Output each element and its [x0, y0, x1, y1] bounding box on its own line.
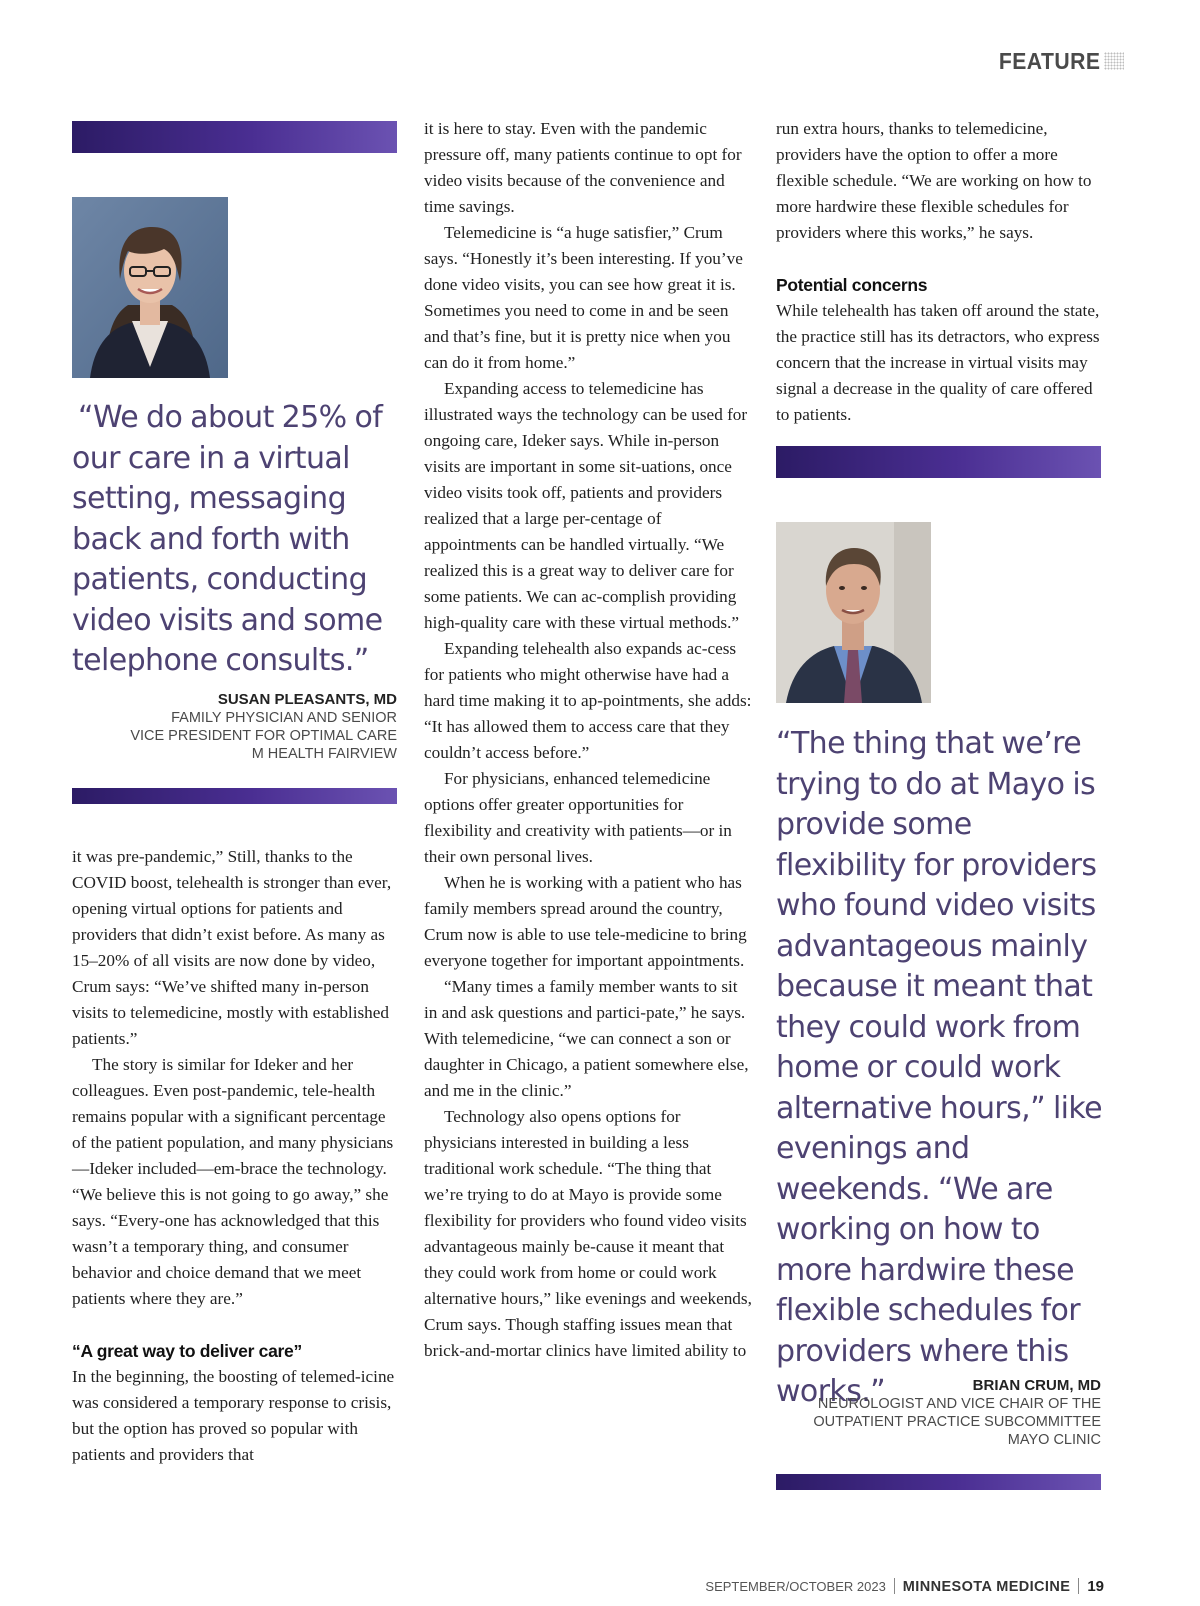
- page-number: 19: [1087, 1578, 1104, 1595]
- attribution-title-line2: OUTPATIENT PRACTICE SUBCOMMITTEE: [813, 1414, 1101, 1430]
- purple-bar-top-left: [72, 121, 397, 153]
- paragraph: it is here to stay. Even with the pandemic pressure off, many patients continue to opt for video visits because of the convenience and time savings.: [424, 119, 742, 216]
- paragraph: Expanding access to telemedicine has illustrated ways the technology can be used for ongoing care, Ideker says. While in-person visits are important in some sit-uations, once video visits took off, patients and providers realized that a large per-centage of appointments can be handled virtually. “We realized this is a great way to deliver care for some patients. We can ac-complish providing high-quality care with these virtual methods.”: [424, 379, 748, 632]
- photo-brian-crum: [776, 522, 931, 703]
- attribution-crum: [776, 1377, 1101, 1449]
- body-column-right: [776, 116, 1104, 428]
- purple-bar-bottom-right: [776, 1474, 1101, 1490]
- body-column-middle: [424, 116, 752, 1364]
- attribution-org: MAYO CLINIC: [1007, 1432, 1101, 1448]
- section-label: FEATURE: [998, 48, 1100, 74]
- pull-quote-pleasants: “We do about 25% of our care in a virtual setting, messaging back and forth with patients, conducting video visits and some telephone consults.”: [72, 400, 383, 678]
- footer-divider: [894, 1578, 895, 1594]
- photo-susan-pleasants: [72, 197, 228, 378]
- paragraph: When he is working with a patient who has family members spread around the country, Crum now is able to use tele-medicine to bring everyone together for important appointments.: [424, 873, 747, 970]
- paragraph: For physicians, enhanced telemedicine options offer greater opportunities for flexibility and creativity with patients—or in their own personal lives.: [424, 769, 732, 866]
- paragraph: The story is similar for Ideker and her colleagues. Even post-pandemic, tele-health remains popular with a significant percentage of the patient population, and many physicians—Ideker included—em-brace the technology. “We believe this is not going to go away,” she says. “Every-one has acknowledged that this wasn’t a temporary thing, and consumer behavior and choice demand that we meet patients where they are.”: [72, 1055, 394, 1308]
- attribution-title-line1: NEUROLOGIST AND VICE CHAIR OF THE: [817, 1396, 1101, 1412]
- paragraph: Technology also opens options for physicians interested in building a less traditional work schedule. “The thing that we’re trying to do at Mayo is provide some flexibility for providers who found video visits advantageous mainly be-cause it meant that they could work from home or could work alternative hours,” like evenings and weekends, Crum says. Though staffing issues mean that brick-and-mortar clinics have limited ability to: [424, 1107, 752, 1360]
- paragraph: While telehealth has taken off around the state, the practice still has its detractors, who express concern that the increase in virtual visits may signal a decrease in the quality of care offered to patients.: [776, 301, 1100, 424]
- page-footer: [705, 1578, 1104, 1595]
- attribution-title-line1: FAMILY PHYSICIAN AND SENIOR: [171, 710, 397, 726]
- footer-divider: [1078, 1578, 1079, 1594]
- purple-bar-mid-left: [72, 788, 397, 804]
- section-heading: Potential concerns: [776, 275, 928, 295]
- attribution-title-line2: VICE PRESIDENT FOR OPTIMAL CARE: [130, 728, 397, 744]
- header-dot-pattern: [1104, 52, 1124, 70]
- paragraph: it was pre-pandemic,” Still, thanks to the COVID boost, telehealth is stronger than ever, opening virtual options for patients and providers that didn’t exist before. As many as 15–20% of all visits are now done by video, Crum says: “We’ve shifted many in-person visits to telemedicine, mostly with established patients.”: [72, 847, 392, 1048]
- attribution-pleasants: [72, 691, 397, 763]
- attribution-name: SUSAN PLEASANTS, MD: [217, 691, 397, 708]
- paragraph: Telemedicine is “a huge satisfier,” Crum says. “Honestly it’s been interesting. If you’ve done video visits, you can see how great it is. Sometimes you need to come in and be seen and that’s fine, but it is pretty nice when you can do it from home.”: [424, 223, 743, 372]
- paragraph: “Many times a family member wants to sit in and ask questions and partici-pate,” he says. With telemedicine, “we can connect a son or daughter in Chicago, a patient somewhere else, and me in the clinic.”: [424, 977, 749, 1100]
- paragraph: In the beginning, the boosting of telemed-icine was considered a temporary response to crisis, but the option has proved so popular with patients and providers that: [72, 1367, 395, 1464]
- body-column-left: [72, 844, 400, 1468]
- magazine-name: MINNESOTA MEDICINE: [902, 1579, 1071, 1595]
- purple-bar-right: [776, 446, 1101, 478]
- attribution-org: M HEALTH FAIRVIEW: [251, 746, 397, 762]
- pull-quote-crum: “The thing that we’re trying to do at Mayo is provide some flexibility for providers who found video visits advantageous mainly because it meant that they could work from home or could work alternative hours,” like evenings and weekends. “We are working on how to more hardwire these flexible schedules for providers where this works.”: [776, 726, 1102, 1409]
- paragraph: run extra hours, thanks to telemedicine, providers have the option to offer a more flexible schedule. “We are working on how to more hardwire these flexible schedules for providers where this works,” he says.: [776, 119, 1092, 242]
- paragraph: Expanding telehealth also expands ac-cess for patients who might otherwise have had a hard time making it to ap-pointments, she adds: “It has allowed them to access care that they couldn’t access before.”: [424, 639, 752, 762]
- attribution-name: BRIAN CRUM, MD: [972, 1377, 1101, 1394]
- issue-date: SEPTEMBER/OCTOBER 2023: [705, 1579, 886, 1594]
- section-heading: “A great way to deliver care”: [72, 1341, 302, 1361]
